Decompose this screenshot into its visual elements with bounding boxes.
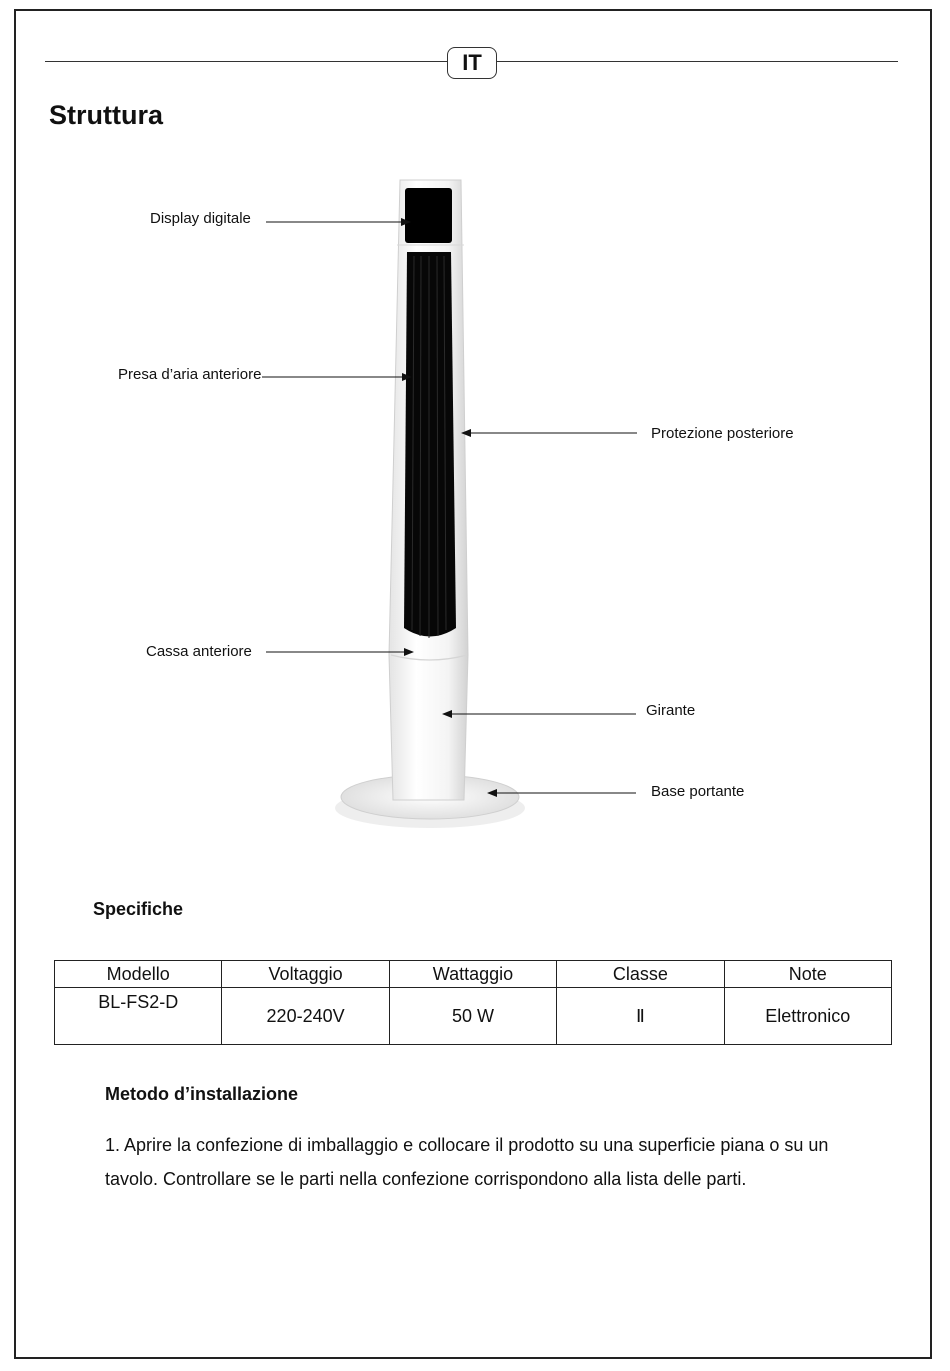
cell-model: BL-FS2-D bbox=[55, 988, 222, 1045]
installation-step-1: 1. Aprire la confezione di imballaggio e collocare il prodotto su una superficie piana o su un tavolo. Controllare se le parti nella confezione corrispondono alla lista delle parti. bbox=[105, 1135, 829, 1189]
header-wattage: Wattaggio bbox=[389, 961, 556, 988]
installation-heading: Metodo d’installazione bbox=[105, 1084, 299, 1104]
callout-display: Display digitale bbox=[150, 210, 251, 227]
display-panel bbox=[405, 188, 452, 243]
cell-class: Ⅱ bbox=[557, 988, 724, 1045]
header-model: Modello bbox=[55, 961, 222, 988]
cell-wattage: 50 W bbox=[389, 988, 556, 1045]
cell-voltage: 220-240V bbox=[222, 988, 389, 1045]
table-row bbox=[55, 988, 892, 1045]
callout-impeller: Girante bbox=[646, 702, 696, 719]
callout-front-housing: Cassa anteriore bbox=[146, 643, 252, 660]
page-title: Struttura bbox=[49, 100, 163, 130]
header-class: Classe bbox=[557, 961, 724, 988]
callout-front-intake: Presa d’aria anteriore bbox=[118, 366, 262, 383]
specs-header-row bbox=[55, 961, 892, 988]
callout-base: Base portante bbox=[651, 783, 745, 800]
specs-heading: Specifiche bbox=[93, 899, 184, 919]
header-voltage: Voltaggio bbox=[222, 961, 389, 988]
header-notes: Note bbox=[724, 961, 891, 988]
cell-notes: Elettronico bbox=[724, 988, 891, 1045]
specs-table bbox=[54, 960, 892, 1045]
callout-rear-guard: Protezione posteriore bbox=[651, 425, 794, 442]
language-badge: IT bbox=[447, 47, 497, 79]
